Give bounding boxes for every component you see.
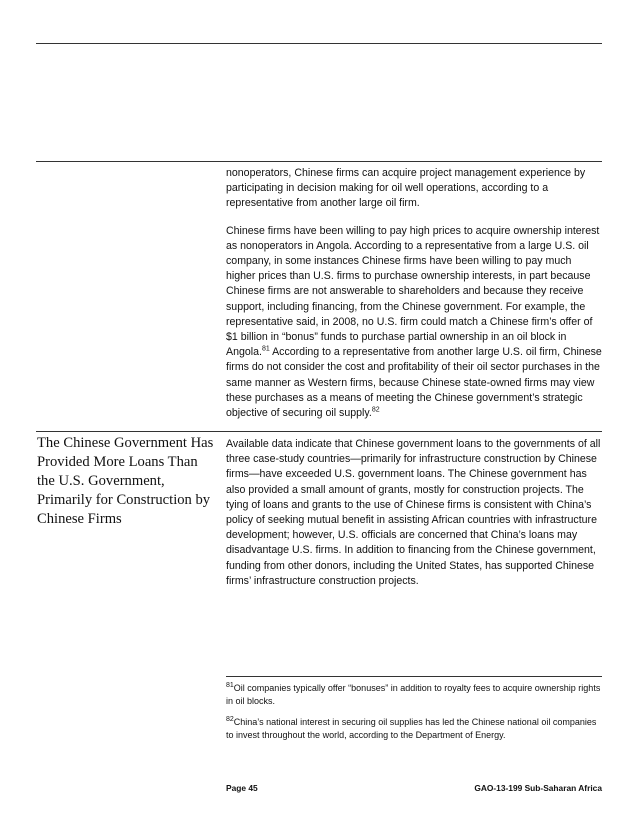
top-rule (36, 43, 602, 44)
footnote-rule (226, 676, 602, 677)
paragraph-1: nonoperators, Chinese firms can acquire project management experience by participating in decision making for oil well operations, according to a representative from another large oil firm. (226, 167, 586, 210)
page-number: Page 45 (226, 783, 258, 793)
section-body (226, 437, 602, 601)
footnote-text: China’s national interest in securing oil supplies has led the Chinese national oil companies to invest throughout the world, according to the Department of Energy. (226, 717, 597, 740)
paragraph-2-part-2: According to a representative from another large U.S. oil firm, Chinese firms do not consider the cost and profitability of their oil sector purchases in the same manner as Western firms, because Chinese state-owned firms may view these purchases as a means of meeting the Chinese government’s strategic objective of securing oil supply. (226, 346, 602, 420)
paragraph-2-part-1: Chinese firms have been willing to pay high prices to acquire ownership interest as nonoperators in Angola. According to a representative from a large U.S. oil company, in some instances Chinese firms have been willing to pay much higher prices than U.S. firms to purchase ownership interests, in part because Chinese firms are not answerable to shareholders and because they receive support, including financing, from the Chinese government. For example, the representative said, in 2008, no U.S. firm could match a Chinese firm’s offer of $1 billion in “bonus” funds to purchase partial ownership in an oil block in Angola. (226, 224, 600, 359)
section-rule-upper (36, 161, 602, 162)
report-id: GAO-13-199 Sub-Saharan Africa (474, 783, 602, 793)
footnote-number: 81 (226, 682, 234, 689)
paragraph-2 (226, 224, 602, 422)
footnote-text: Oil companies typically offer “bonuses” in addition to royalty fees to acquire ownership rights in oil blocks. (226, 683, 601, 706)
continuation-text (226, 166, 602, 433)
section-heading: The Chinese Government Has Provided More Loans Than the U.S. Government, Primarily for Construction by Chinese Firms (37, 435, 214, 527)
footnote-ref-81[interactable]: 81 (261, 345, 270, 353)
section-rule-lower (36, 431, 602, 432)
page-footer (226, 783, 602, 793)
footnotes (226, 682, 602, 750)
footnote-ref-82[interactable]: 82 (371, 406, 380, 414)
footnote-81 (226, 682, 602, 708)
section-paragraph: Available data indicate that Chinese government loans to the governments of all three case-study countries—primarily for infrastructure construction by Chinese firms—have exceeded U.S. government loans. The Chinese government has also provided a small amount of grants, mostly for construction projects. The tying of loans and grants to the use of Chinese firms is consistent with China’s policy of seeking mutual benefit in assisting African countries with infrastructure development; however, U.S. officials are concerned that China’s loans may disadvantage U.S. firms. In addition to financing from the Chinese government, funding from other donors, including the United States, has supported Chinese firms’ infrastructure construction projects. (226, 438, 601, 587)
footnote-82 (226, 716, 602, 742)
footnote-number: 82 (226, 716, 234, 723)
